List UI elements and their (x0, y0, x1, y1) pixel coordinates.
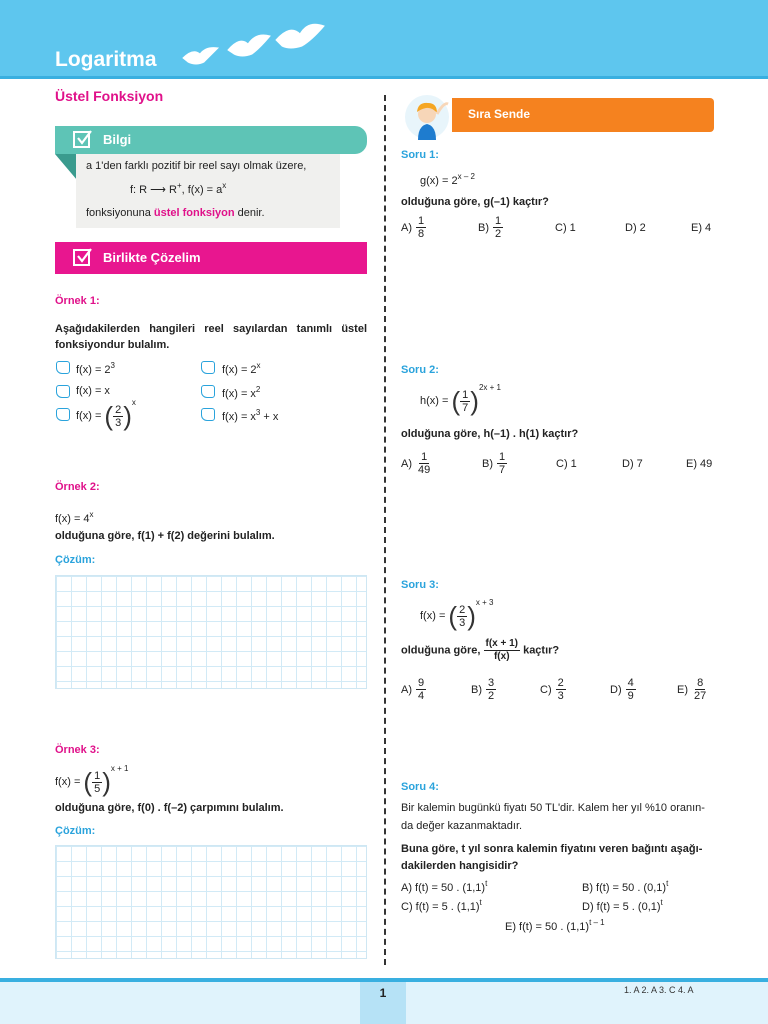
ornek1-option: f(x) = x (76, 385, 110, 397)
soru3-option-d[interactable]: D) $\frac{4}{9}$ (610, 677, 634, 702)
ornek1-option: f(x) = ( $\frac{2}{3}$ )$^x$ (76, 398, 136, 432)
soru3-question: olduğuna göre, $\frac{f(x + 1)}{f(x)}$ kaçtır? (401, 638, 560, 662)
ornek1-option: $f(x) = 2^x$ (222, 361, 261, 376)
option-checkbox[interactable] (56, 408, 70, 421)
ornek3-function: f(x) = ( $\frac{1}{5}$ )$^{x + 1}$ (55, 764, 129, 798)
column-divider (384, 95, 386, 965)
birlikte-label: Birlikte Çözelim (103, 250, 201, 265)
header-divider (0, 76, 768, 79)
birlikte-header (55, 242, 367, 274)
option-checkbox[interactable] (201, 385, 215, 398)
soru4-question-line1: Buna göre, t yıl sonra kalemin fiyatını veren bağıntı aşağı- (401, 843, 703, 855)
option-checkbox[interactable] (56, 361, 70, 374)
soru4-option-e[interactable]: E) f(t) = 50 . $(1,1)^{t - 1}$ (505, 918, 605, 933)
soru3-title: Soru 3: (401, 579, 439, 591)
ornek2-title: Örnek 2: (55, 481, 100, 493)
soru2-title: Soru 2: (401, 364, 439, 376)
soru4-text-line2: da değer kazanmaktadır. (401, 820, 523, 832)
option-checkbox[interactable] (201, 408, 215, 421)
birds-icon (178, 18, 328, 73)
soru3-option-a[interactable]: A) $\frac{9}{4}$ (401, 677, 425, 702)
soru4-question-line2: dakilerden hangisidir? (401, 860, 519, 872)
bilgi-line1: a 1'den farklı pozitif bir reel sayı olmak üzere, (86, 160, 307, 172)
ornek1-option: $f(x) = x^2$ (222, 385, 261, 400)
soru1-option-a[interactable]: A) $\frac{1}{8}$ (401, 215, 425, 240)
soru1-option-b[interactable]: B) $\frac{1}{2}$ (478, 215, 502, 240)
soru1-function: $g(x) = 2^{x - 2}$ (420, 172, 475, 187)
ornek3-question: olduğuna göre, f(0) . f(–2) çarpımını bulalım. (55, 802, 284, 814)
soru4-option-a[interactable]: A) f(t) = 50 . $(1,1)^t$ (401, 879, 488, 894)
soru3-option-b[interactable]: B) $\frac{3}{2}$ (471, 677, 495, 702)
ornek2-question: olduğuna göre, f(1) + f(2) değerini bulalım. (55, 530, 275, 542)
section-title: Üstel Fonksiyon (55, 88, 164, 104)
page-title: Logaritma (55, 48, 157, 71)
option-checkbox[interactable] (201, 361, 215, 374)
checkbox-icon (73, 131, 90, 148)
ornek2-function: $f(x) = 4^x$ (55, 510, 94, 525)
soru1-title: Soru 1: (401, 149, 439, 161)
soru3-option-e[interactable]: E) $\frac{8}{27}$ (677, 677, 707, 702)
soru2-option-b[interactable]: B) $\frac{1}{7}$ (482, 451, 506, 476)
bilgi-tab-triangle (55, 154, 77, 180)
soru1-option-e[interactable]: E) 4 (691, 222, 712, 234)
bilgi-label: Bilgi (103, 132, 132, 147)
answer-key: 1. A 2. A 3. C 4. A (624, 985, 694, 995)
ornek1-title: Örnek 1: (55, 295, 100, 307)
soru2-option-e[interactable]: E) 49 (686, 458, 713, 470)
ornek3-solution-grid[interactable] (55, 845, 367, 959)
ornek3-cozum-label: Çözüm: (55, 825, 96, 837)
soru2-question: olduğuna göre, h(–1) . h(1) kaçtır? (401, 428, 579, 440)
soru2-option-d[interactable]: D) 7 (622, 458, 643, 470)
soru2-function: h(x) = ( $\frac{1}{7}$ )$^{2x + 1}$ (420, 383, 501, 417)
soru4-option-c[interactable]: C) f(t) = 5 . $(1,1)^t$ (401, 898, 482, 913)
sira-sende-header (452, 98, 714, 132)
ornek2-cozum-label: Çözüm: (55, 554, 96, 566)
soru1-question: olduğuna göre, g(–1) kaçtır? (401, 196, 549, 208)
option-checkbox[interactable] (56, 385, 70, 398)
ornek2-solution-grid[interactable] (55, 575, 367, 689)
ornek3-title: Örnek 3: (55, 744, 100, 756)
student-icon (404, 94, 454, 140)
soru2-option-a[interactable]: A) $\frac{1}{49}$ (401, 451, 431, 476)
soru2-option-c[interactable]: C) 1 (556, 458, 577, 470)
checkbox-icon (73, 249, 90, 266)
soru4-text-line1: Bir kalemin bugünkü fiyatı 50 TL'dir. Kalem her yıl %10 oranın- (401, 802, 705, 814)
bilgi-line3: fonksiyonuna üstel fonksiyon denir. (86, 207, 265, 219)
soru4-title: Soru 4: (401, 781, 439, 793)
soru1-option-d[interactable]: D) 2 (625, 222, 646, 234)
sira-sende-label: Sıra Sende (468, 107, 531, 121)
soru1-option-c[interactable]: C) 1 (555, 222, 576, 234)
page-number: 1 (360, 982, 406, 1024)
soru4-option-b[interactable]: B) f(t) = 50 . $(0,1)^t$ (582, 879, 669, 894)
ornek1-option: $f(x) = 2^3$ (76, 361, 115, 376)
soru3-function: f(x) = ( $\frac{2}{3}$ )$^{x + 3}$ (420, 598, 494, 632)
soru4-option-d[interactable]: D) f(t) = 5 . $(0,1)^t$ (582, 898, 663, 913)
bilgi-header (55, 126, 367, 154)
bilgi-line2: f: R ⟶ R+, $f(x) = a^x$ (130, 181, 227, 196)
ornek1-question: Aşağıdakilerden hangileri reel sayılardan tanımlı üstel fonksiyondur bulalım. (55, 323, 367, 351)
soru3-option-c[interactable]: C) $\frac{2}{3}$ (540, 677, 564, 702)
ornek1-option: $f(x) = x^3 + x$ (222, 408, 279, 423)
